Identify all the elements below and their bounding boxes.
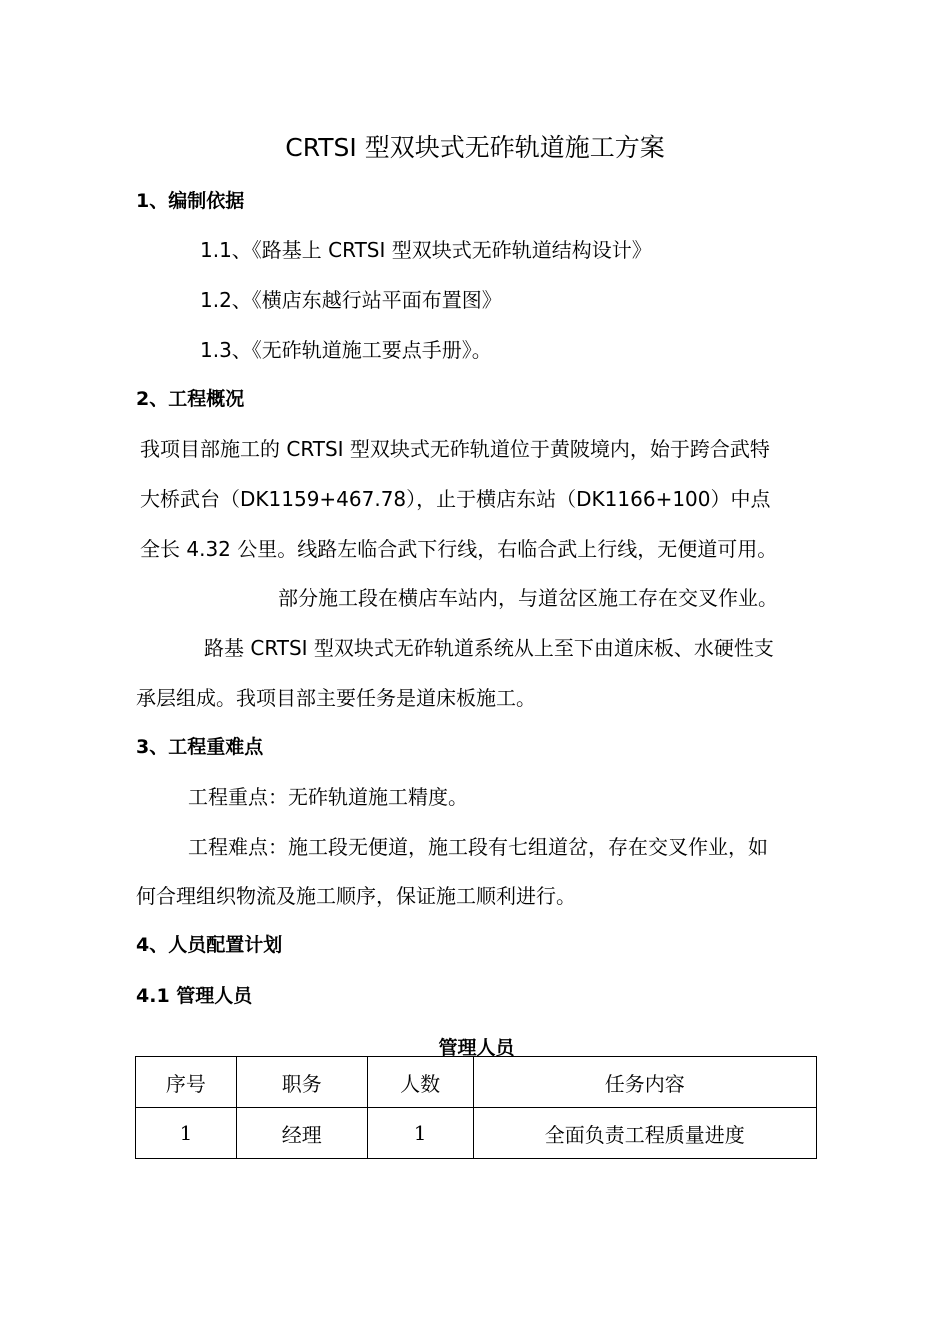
cell-position: 经理 xyxy=(236,1108,367,1159)
document-title: CRTSI 型双块式无砟轨道施工方案 xyxy=(285,133,665,162)
header-cell-index: 序号 xyxy=(136,1057,237,1108)
header-cell-count: 人数 xyxy=(367,1057,473,1108)
overview-line-2: 大桥武台（DK1159+467.78），止于横店东站（DK1166+100）中点 xyxy=(140,487,771,511)
key-point-line-2: 工程难点：施工段无便道，施工段有七组道岔，存在交叉作业，如 xyxy=(188,835,768,859)
section-heading-basis: 1、编制依据 xyxy=(136,190,245,212)
table-header-row xyxy=(136,1057,817,1108)
section-heading-key-points: 3、工程重难点 xyxy=(136,736,264,758)
table-caption: 管理人员 xyxy=(438,1037,515,1059)
overview-line-1: 我项目部施工的 CRTSI 型双块式无砟轨道位于黄陂境内，始于跨合武特 xyxy=(140,437,770,461)
section-heading-overview: 2、工程概况 xyxy=(136,388,245,410)
overview-line-6: 承层组成。我项目部主要任务是道床板施工。 xyxy=(136,686,536,710)
management-staff-table xyxy=(135,1056,817,1159)
basis-item-1: 1.1、《路基上 CRTSI 型双块式无砟轨道结构设计》 xyxy=(200,238,652,262)
header-cell-duties: 任务内容 xyxy=(473,1057,816,1108)
key-point-line-1: 工程重点：无砟轨道施工精度。 xyxy=(188,785,468,809)
table-row xyxy=(136,1108,817,1159)
section-heading-staffing: 4、人员配置计划 xyxy=(136,934,283,956)
basis-item-3: 1.3、《无砟轨道施工要点手册》。 xyxy=(200,338,492,362)
cell-index: 1 xyxy=(136,1108,237,1159)
overview-line-3: 全长 4.32 公里。线路左临合武下行线，右临合武上行线，无便道可用。 xyxy=(140,537,778,561)
basis-item-2: 1.2、《横店东越行站平面布置图》 xyxy=(200,288,502,312)
cell-count: 1 xyxy=(367,1108,473,1159)
key-point-line-3: 何合理组织物流及施工顺序，保证施工顺利进行。 xyxy=(136,884,576,908)
subsection-heading-management: 4.1 管理人员 xyxy=(136,985,253,1007)
overview-line-4: 部分施工段在横店车站内，与道岔区施工存在交叉作业。 xyxy=(278,586,778,610)
cell-duties: 全面负责工程质量进度 xyxy=(473,1108,816,1159)
header-cell-position: 职务 xyxy=(236,1057,367,1108)
overview-line-5: 路基 CRTSI 型双块式无砟轨道系统从上至下由道床板、水硬性支 xyxy=(204,636,774,660)
